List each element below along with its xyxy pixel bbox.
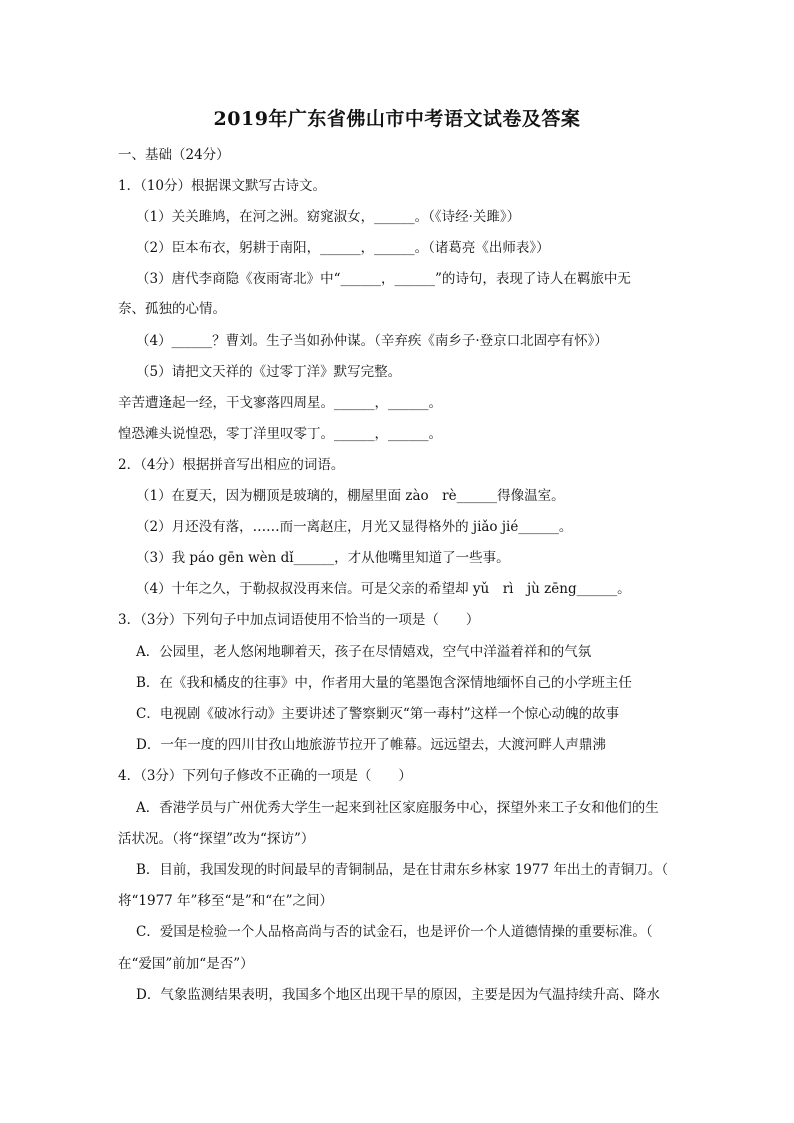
document-title: 2019年广东省佛山市中考语文试卷及答案 [213,108,581,130]
question-1-item: （5）请把文天祥的《过零丁洋》默写完整。 [136,364,402,380]
question-4-stem: 4．（3分）下列句子修改不正确的一项是（ ） [118,768,412,784]
question-4-option: C．爱国是检验一个人品格高尚与否的试金石，也是评价一个人道德情操的重要标准。（ [136,924,653,940]
question-4-option-continued: 将“1977 年”移至“是”和“在”之间） [118,893,334,909]
question-1-item: （4）______？曹刘。生子当如孙仲谋。（辛弃疾《南乡子·登京口北固亭有怀》） [136,333,608,349]
question-3-option: B．在《我和橘皮的往事》中，作者用大量的笔墨饱含深情地缅怀自己的小学班主任 [136,675,632,691]
question-4-option: D．气象监测结果表明，我国多个地区出现干旱的原因，主要是因为气温持续升高、降水 [136,987,660,1003]
question-4-option-continued: 活状况。（将“探望”改为“探访”） [118,831,315,847]
question-2-item: （3）我 páo gēn wèn dǐ______，才从他嘴里知道了一些事。 [136,550,510,566]
question-1-stem: 1．（10分）根据课文默写古诗文。 [118,178,327,194]
question-4-option: A．香港学员与广州优秀大学生一起来到社区家庭服务中心，探望外来工子女和他们的生 [136,800,659,816]
question-3-option: C．电视剧《破冰行动》主要讲述了警察剿灭“第一毒村”这样一个惊心动魄的故事 [136,706,620,722]
poem-line: 辛苦遭逢起一经，干戈寥落四周星。______，______。 [118,395,442,411]
question-1-item: （2）臣本布衣，躬耕于南阳，______，______。（诸葛亮《出师表》） [136,240,550,256]
question-3-stem: 3．（3分）下列句子中加点词语使用不恰当的一项是（ ） [118,612,480,628]
poem-line: 惶恐滩头说惶恐，零丁洋里叹零丁。______，______。 [118,426,442,442]
question-4-option: B．目前，我国发现的时间最早的青铜制品，是在甘肃东乡林家 1977 年出土的青铜刀。（ [136,862,669,878]
question-1-item: （1）关关雎鸠，在河之洲。窈窕淑女，______。（《诗经·关雎》） [136,209,521,225]
section-heading: 一、基础（24分） [118,147,230,163]
question-2-item: （2）月还没有落，……而一离赵庄，月光又显得格外的 jiǎo jié______。 [136,519,573,535]
question-2-item: （1）在夏天，因为棚顶是玻璃的，棚屋里面 zào rè______得像温室。 [136,488,565,504]
question-1-item: （3）唐代李商隐《夜雨寄北》中“______，______”的诗句，表现了诗人在羁旅中无 [136,271,631,287]
question-3-option: D．一年一度的四川甘孜山地旅游节拉开了帷幕。远远望去，大渡河畔人声鼎沸 [136,737,606,753]
question-4-option-continued: 在“爱国”前加“是否”） [118,956,254,972]
question-2-stem: 2．（4分）根据拼音写出相应的词语。 [118,457,345,473]
question-1-item-continued: 奈、孤独的心情。 [118,301,226,317]
question-2-item: （4）十年之久，于勒叔叔没再来信。可是父亲的希望却 yǔ rì jù zēng______。 [136,581,631,597]
question-3-option: A．公园里，老人悠闲地聊着天，孩子在尽情嬉戏，空气中洋溢着祥和的气氛 [136,644,592,660]
